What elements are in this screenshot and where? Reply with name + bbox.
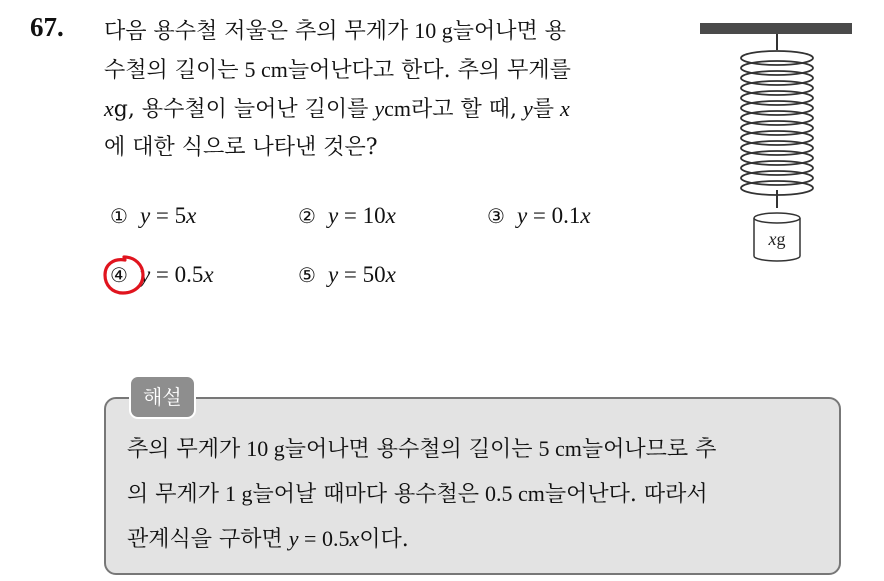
spring-scale-figure [698, 18, 858, 268]
solution-text [127, 427, 832, 562]
question-text [104, 12, 679, 167]
weight-variable: x [768, 229, 777, 249]
choice-expression: y = 0.5x [139, 262, 214, 287]
choice-expression: y = 10x [327, 203, 396, 228]
choice-expression: y = 0.1x [516, 203, 591, 228]
solution-line-1: 추의 무게가 10 g늘어나면 용수철의 길이는 5 cm늘어나므로 추 [127, 436, 717, 462]
question-line-4: 에 대한 식으로 나타낸 것은? [104, 135, 378, 160]
problem-number: 67. [30, 12, 64, 42]
solution-tag: 해설 [129, 375, 196, 419]
choice-1[interactable] [110, 203, 196, 229]
choice-number: ④ [110, 263, 128, 287]
choice-expression: y = 50x [327, 262, 396, 287]
weight-unit: g [776, 229, 786, 249]
choice-3[interactable] [487, 203, 591, 229]
choice-5[interactable] [298, 262, 396, 288]
choice-number: ⑤ [298, 263, 316, 287]
ceiling-bar [700, 23, 852, 34]
choice-2[interactable] [298, 203, 396, 229]
solution-line-2: 의 무게가 1 g늘어날 때마다 용수철은 0.5 cm늘어난다. 따라서 [127, 481, 708, 507]
question-line-3: xg, 용수철이 늘어난 길이를 ycm라고 할 때, y를 x [104, 96, 570, 122]
question-line-2: 수철의 길이는 5 cm늘어난다고 한다. 추의 무게를 [104, 57, 571, 83]
choice-expression: y = 5x [139, 203, 197, 228]
solution-line-3: 관계식을 구하면 y = 0.5x이다. [127, 526, 409, 552]
question-line-1: 다음 용수철 저울은 추의 무게가 10 g늘어나면 용 [104, 18, 567, 44]
spring-coils [741, 51, 813, 195]
choice-number: ③ [487, 204, 505, 228]
svg-text:xg [768, 229, 786, 249]
choice-number: ① [110, 204, 128, 228]
weight-icon [754, 213, 800, 261]
answer-circle-mark [102, 254, 146, 296]
choice-number: ② [298, 204, 316, 228]
